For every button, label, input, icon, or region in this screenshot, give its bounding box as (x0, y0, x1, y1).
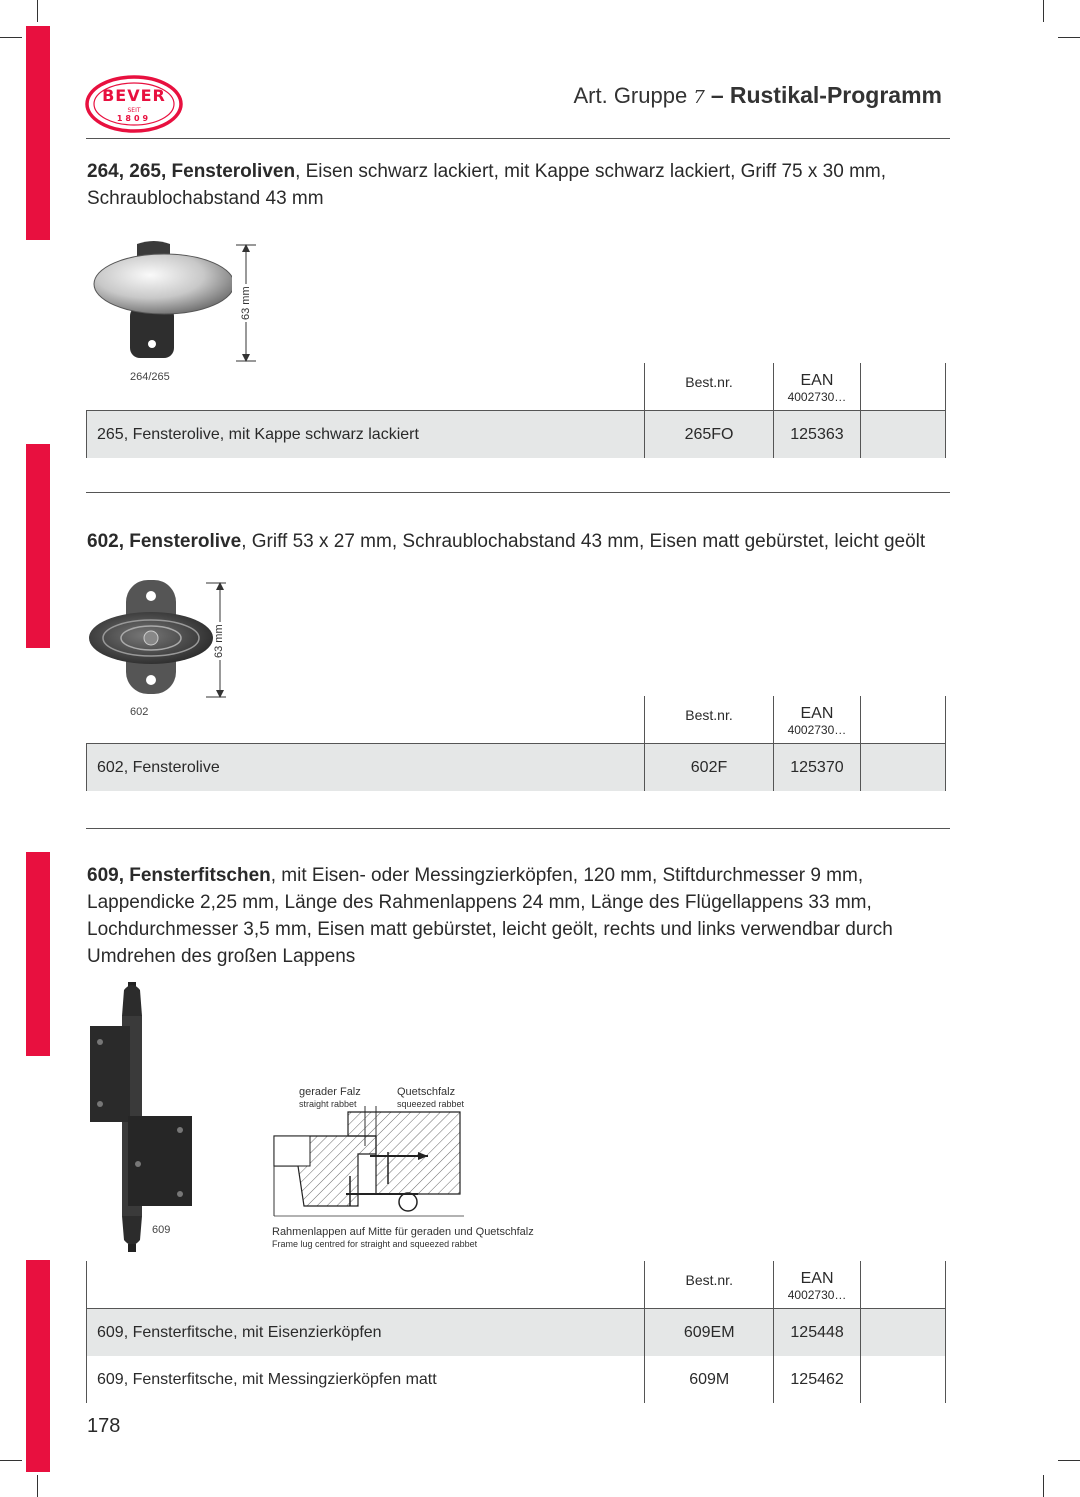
product-description (87, 158, 957, 212)
label-de: gerader Falz (299, 1086, 361, 1098)
row-ean: 125448 (774, 1309, 860, 1357)
label-de: Quetschfalz (397, 1086, 456, 1098)
table-row (87, 744, 946, 792)
fensterolive-602-image (88, 578, 218, 698)
page-number: 178 (87, 1415, 121, 1437)
table-row (87, 411, 946, 459)
product-title: 602, Fensterolive (87, 531, 242, 552)
program-title: Rustikal-Programm (729, 82, 942, 108)
crop-mark (1058, 1460, 1080, 1461)
label-en: squeezed rabbet (397, 1099, 465, 1109)
bestnr-header: Best.nr. (685, 1271, 733, 1288)
product-details: , Griff 53 x 27 mm, Schraublochabstand 43 mm, Eisen matt gebürstet, leicht geölt (241, 531, 926, 552)
bever-logo (84, 74, 184, 134)
bestnr-header: Best.nr. (685, 373, 733, 390)
fensterfitsche-609-image (84, 980, 196, 1256)
product-details: , mit Eisen- oder Messingzierköpfen, 120 mm, Stiftdurchmesser 9 mm, Lappendicke 2,25 mm, Länge des Rahmenlappens 24 mm, Länge des Flügellappens 33 mm, Lochdurchmesser 3,5 mm, Eisen matt gebürstet, leicht geölt, rechts und links verwendbar durch Umdrehen des großen Lappens (87, 865, 893, 967)
table-row (87, 1356, 946, 1403)
ean-header: EAN (800, 704, 834, 722)
table-header (87, 1261, 946, 1309)
page-header (573, 82, 942, 109)
product-description (87, 862, 957, 970)
table-header (87, 696, 946, 744)
row-bestnr: 265FO (644, 411, 773, 459)
caption-en: Frame lug centred for straight and squeezed rabbet (272, 1239, 478, 1249)
ean-header: EAN (800, 1269, 834, 1287)
table-header (87, 363, 946, 411)
art-gruppe-number: 7 (693, 87, 705, 108)
dimension-label: 63 mm (213, 624, 225, 658)
side-tab (26, 852, 50, 1056)
section-divider (86, 828, 950, 829)
ean-prefix: 4002730… (787, 389, 847, 404)
crop-mark (0, 37, 22, 38)
product-title: 609, Fensterfitschen (87, 865, 271, 886)
row-ean: 125370 (774, 744, 860, 792)
section-divider (86, 492, 950, 493)
label-en: straight rabbet (299, 1099, 357, 1109)
svg-text:BEVER: BEVER (102, 86, 166, 105)
ean-prefix: 4002730… (787, 1287, 847, 1302)
crop-mark (37, 1475, 38, 1497)
ean-header: EAN (800, 371, 834, 389)
caption-de: Rahmenlappen auf Mitte für geraden und Quetschfalz (272, 1226, 534, 1238)
product-title: 264, 265, Fensteroliven (87, 161, 296, 182)
dimension-label: 63 mm (240, 286, 252, 320)
product-description (87, 528, 957, 555)
crop-mark (1043, 1475, 1044, 1497)
row-description: 609, Fensterfitsche, mit Eisenzierköpfen (87, 1309, 645, 1357)
row-ean: 125462 (774, 1356, 860, 1403)
product-table (86, 1261, 946, 1403)
rabbet-cross-section-drawing (268, 1106, 468, 1224)
row-bestnr: 602F (644, 744, 773, 792)
bestnr-header: Best.nr. (685, 706, 733, 723)
row-description: 265, Fensterolive, mit Kappe schwarz lackiert (87, 411, 645, 459)
image-caption: 609 (152, 1224, 171, 1236)
crop-mark (37, 0, 38, 22)
drawing-caption (272, 1226, 534, 1250)
crop-mark (1058, 37, 1080, 38)
product-details: , Eisen schwarz lackiert, mit Kappe schwarz lackiert, Griff 75 x 30 mm, Schraublochabstand 43 mm (87, 161, 887, 209)
row-ean: 125363 (774, 411, 860, 459)
image-caption: 602 (130, 706, 149, 718)
row-bestnr: 609EM (645, 1309, 774, 1357)
row-description: 609, Fensterfitsche, mit Messingzierköpfen matt (87, 1356, 645, 1403)
svg-text:SEIT: SEIT (127, 107, 141, 114)
separator: – (710, 82, 724, 108)
header-rule (86, 138, 950, 139)
side-tab (26, 26, 50, 240)
product-table (86, 696, 946, 791)
image-caption: 264/265 (130, 371, 170, 383)
svg-text:1809: 1809 (116, 114, 152, 123)
row-description: 602, Fensterolive (87, 744, 645, 792)
product-table (86, 363, 946, 458)
crop-mark (0, 1460, 22, 1461)
side-tab (26, 1260, 50, 1472)
ean-prefix: 4002730… (787, 722, 847, 737)
table-row (87, 1309, 946, 1357)
crop-mark (1043, 0, 1044, 22)
art-gruppe-label: Art. Gruppe (573, 83, 688, 108)
fensterolive-264-image (92, 240, 232, 365)
side-tab (26, 444, 50, 648)
row-bestnr: 609M (645, 1356, 774, 1403)
